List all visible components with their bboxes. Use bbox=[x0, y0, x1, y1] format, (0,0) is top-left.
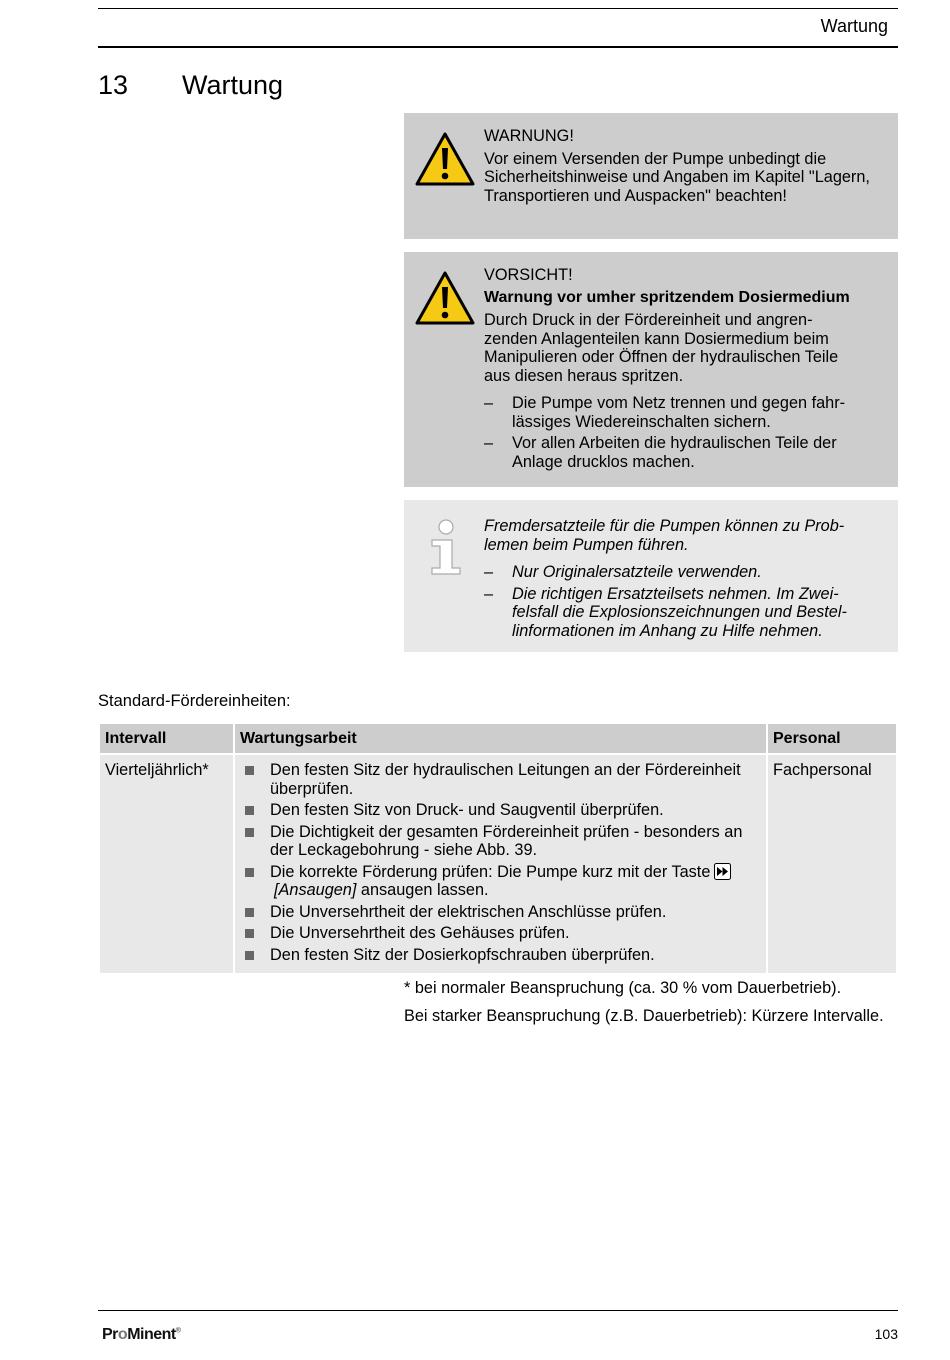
caution-steps bbox=[484, 394, 878, 471]
caution-step-line: Vor allen Arbeiten die hydraulischen Teile der bbox=[512, 434, 837, 452]
caution-signal-word: VORSICHT! bbox=[484, 266, 573, 284]
dash-marker: – bbox=[484, 394, 494, 412]
cell-tasks bbox=[235, 755, 766, 973]
caution-text bbox=[484, 311, 878, 385]
warning-signal-word: WARNUNG! bbox=[484, 127, 574, 145]
task-line: Die Dichtigkeit der gesamten Fördereinheit prüfen - besonders an bbox=[270, 822, 743, 841]
task-line bbox=[270, 863, 761, 882]
square-bullet-icon bbox=[245, 766, 254, 775]
cell-interval: Vierteljährlich* bbox=[100, 755, 233, 973]
task-item bbox=[240, 946, 761, 965]
dash-marker: – bbox=[484, 434, 494, 452]
task-line: der Leckagebohrung - siehe Abb. 39. bbox=[270, 841, 538, 859]
info-text-line: lemen beim Pumpen führen. bbox=[484, 535, 689, 554]
table-row bbox=[100, 755, 896, 973]
square-bullet-icon bbox=[245, 951, 254, 960]
footer-rule bbox=[98, 1310, 898, 1311]
caution-step-line: Die Pumpe vom Netz trennen und gegen fahr- bbox=[512, 394, 846, 412]
task-line: Die Unversehrtheit der elektrischen Anschlüsse prüfen. bbox=[270, 902, 667, 921]
task-item bbox=[240, 801, 761, 820]
table-header-row bbox=[100, 724, 896, 753]
header-bottom-rule bbox=[98, 46, 898, 48]
caution-step bbox=[484, 434, 878, 471]
warning-triangle-icon bbox=[414, 270, 476, 326]
info-step-line: Nur Originalersatzteile verwenden. bbox=[512, 563, 762, 581]
task-line: Den festen Sitz der hydraulischen Leitungen an der Fördereinheit bbox=[270, 761, 741, 779]
warning-triangle-icon bbox=[414, 131, 476, 187]
footnote: * bei normaler Beanspruchung (ca. 30 % vom Dauerbetrieb). bbox=[404, 979, 842, 997]
task-list bbox=[240, 761, 761, 964]
header-top-rule bbox=[98, 8, 898, 9]
cell-personnel: Fachpersonal bbox=[768, 755, 896, 973]
info-text bbox=[484, 517, 878, 554]
running-title: Wartung bbox=[820, 16, 888, 36]
caution-text-line: Manipulieren oder Öffnen der hydraulischen Teile bbox=[484, 348, 839, 366]
caution-heading: Warnung vor umher spritzendem Dosiermedium bbox=[484, 288, 850, 306]
square-bullet-icon bbox=[245, 828, 254, 837]
info-step-line: Die richtigen Ersatzteilsets nehmen. Im Zwei- bbox=[512, 584, 839, 603]
info-step bbox=[484, 585, 878, 641]
dash-marker: – bbox=[484, 584, 494, 603]
section-label: Standard-Fördereinheiten: bbox=[98, 692, 291, 710]
caution-step-line: lässiges Wiedereinschalten sichern. bbox=[512, 412, 771, 431]
footnote: Bei starker Beanspruchung (z.B. Dauerbetrieb): Kürzere Intervalle. bbox=[404, 1007, 884, 1025]
info-text-line: Fremdersatzteile für die Pumpen können zu Prob- bbox=[484, 517, 845, 535]
info-step-line: felsfall die Explosionszeichnungen und Bestel- bbox=[512, 603, 847, 621]
chapter-number: 13 bbox=[98, 70, 129, 100]
task-item bbox=[240, 823, 761, 860]
info-steps bbox=[484, 563, 878, 640]
task-line: Den festen Sitz der Dosierkopfschrauben überprüfen. bbox=[270, 945, 655, 964]
task-line bbox=[270, 881, 761, 900]
task-line-text: Die korrekte Förderung prüfen: Die Pumpe kurz mit der Taste bbox=[270, 862, 711, 881]
dash-marker: – bbox=[484, 563, 494, 581]
task-item bbox=[240, 903, 761, 922]
info-icon bbox=[426, 518, 466, 576]
header-task: Wartungsarbeit bbox=[235, 724, 766, 753]
square-bullet-icon bbox=[245, 868, 254, 877]
task-item bbox=[240, 863, 761, 900]
brand-logo bbox=[102, 1326, 180, 1344]
caution-text-line: aus diesen heraus spritzen. bbox=[484, 366, 684, 385]
maintenance-table bbox=[98, 722, 898, 975]
task-line: überprüfen. bbox=[270, 779, 354, 798]
logo-text: Minent bbox=[127, 1326, 176, 1343]
chapter-heading bbox=[98, 70, 283, 101]
caution-text-line: Durch Druck in der Fördereinheit und angren- bbox=[484, 311, 813, 329]
chapter-title: Wartung bbox=[182, 70, 284, 100]
logo-text: Pr bbox=[102, 1326, 118, 1343]
header-interval: Intervall bbox=[100, 724, 233, 753]
header-personnel: Personal bbox=[768, 724, 896, 753]
task-item bbox=[240, 924, 761, 943]
task-line-text: ansaugen lassen. bbox=[356, 881, 489, 899]
info-step bbox=[484, 563, 878, 582]
task-item bbox=[240, 761, 761, 798]
caution-step bbox=[484, 394, 878, 431]
caution-text-line: zenden Anlagenteilen kann Dosiermedium beim bbox=[484, 329, 829, 348]
info-step-line: linformationen im Anhang zu Hilfe nehmen. bbox=[512, 621, 823, 640]
task-line: Die Unversehrtheit des Gehäuses prüfen. bbox=[270, 924, 570, 942]
logo-mark: ® bbox=[175, 1327, 181, 1335]
caution-box bbox=[404, 252, 898, 487]
square-bullet-icon bbox=[245, 908, 254, 917]
task-line: Den festen Sitz von Druck- und Saugventil überprüfen. bbox=[270, 801, 664, 819]
square-bullet-icon bbox=[245, 929, 254, 938]
caution-step-line: Anlage drucklos machen. bbox=[512, 452, 695, 471]
key-label: [Ansaugen] bbox=[274, 881, 357, 899]
page-number: 103 bbox=[874, 1326, 898, 1342]
warning-text: Vor einem Versenden der Pumpe unbedingt die Sicherheitshinweise und Angaben im Kapitel "Lagern, Transportieren und Auspacken" beachten! bbox=[484, 149, 870, 205]
logo-text: o bbox=[117, 1326, 128, 1343]
warning-box bbox=[404, 113, 898, 239]
square-bullet-icon bbox=[245, 806, 254, 815]
info-box bbox=[404, 500, 898, 652]
fast-forward-key-icon bbox=[714, 863, 731, 880]
